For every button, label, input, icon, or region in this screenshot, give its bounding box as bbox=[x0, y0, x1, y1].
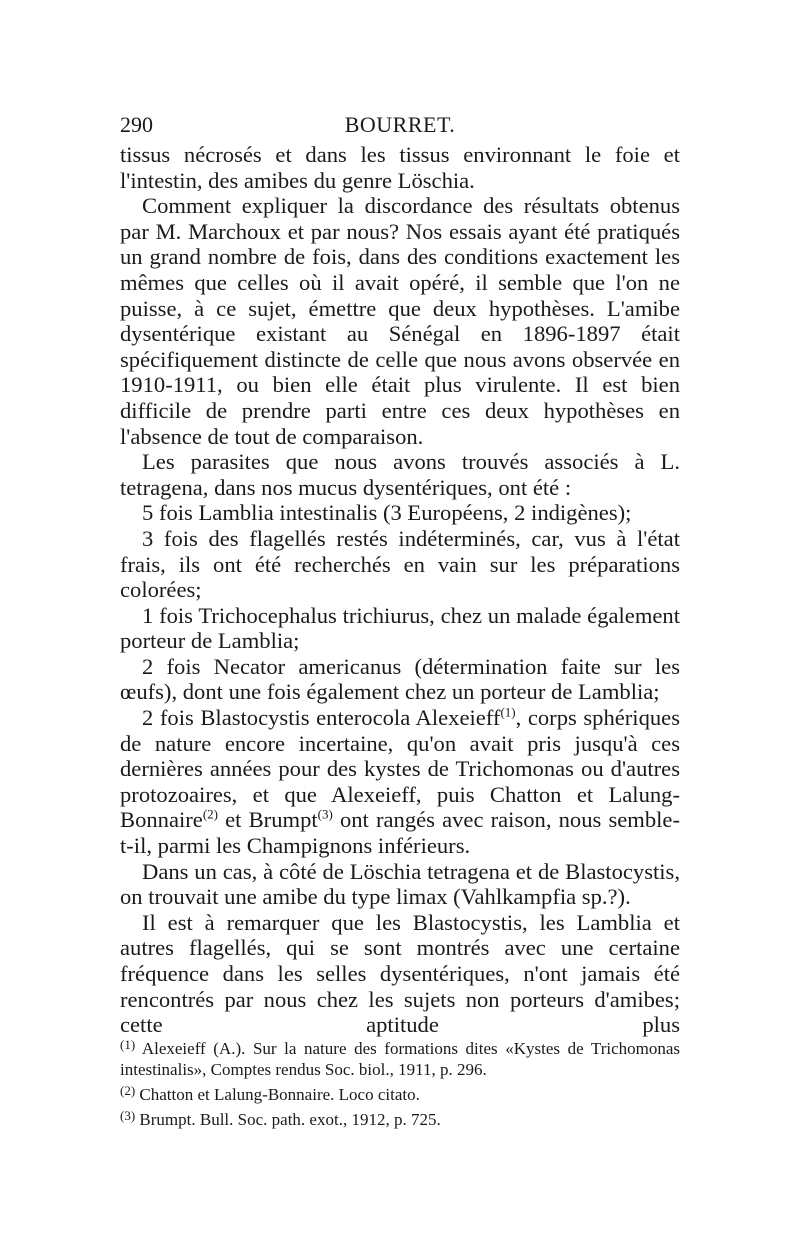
footnote-mark: (1) bbox=[120, 1037, 136, 1052]
footnote-ref: (2) bbox=[202, 806, 218, 822]
paragraph: Comment expliquer la discordance des résultats obtenus par M. Marchoux et par nous? Nos essais ayant été pratiqués un grand nombre de fois, dans des conditions exactement les mêmes que celles où il avait opéré, il semble que l'on ne puisse, à ce sujet, émettre que deux hypothèses. L'amibe dysentérique existant au Sénégal en 1896-1897 était spécifiquement distincte de celle que nous avons observée en 1910-1911, ou bien elle était plus virulente. Il est bien difficile de prendre parti entre ces deux hypothèses en l'absence de tout de comparaison. bbox=[120, 193, 680, 449]
footnote-ref: (1) bbox=[500, 704, 516, 720]
footnote bbox=[120, 1105, 680, 1130]
text-run: 2 fois Blastocystis enterocola Alexeieff bbox=[142, 705, 501, 731]
list-item: 2 fois Necator americanus (détermination faite sur les œufs), dont une fois également chez un porteur de Lamblia; bbox=[120, 653, 680, 705]
running-head: BOURRET. bbox=[344, 112, 456, 137]
paragraph: Il est à remarquer que les Blastocystis, les Lamblia et autres flagellés, qui se sont montrés avec une certaine fréquence dans les selles dysentériques, n'ont jamais été rencontrés par nous chez les sujets non porteurs d'amibes; cette aptitude plus bbox=[120, 909, 680, 1038]
paragraph: Dans un cas, à côté de Löschia tetragena et de Blastocystis, on trouvait une amibe du type limax (Vahlkampfia sp.?). bbox=[120, 858, 680, 910]
footnote-mark: (2) bbox=[120, 1083, 136, 1098]
footnote-text: Chatton et Lalung-Bonnaire. Loco citato. bbox=[139, 1085, 420, 1104]
footnote-mark: (3) bbox=[120, 1108, 136, 1123]
footnotes bbox=[120, 1034, 680, 1130]
paragraph: Les parasites que nous avons trouvés associés à L. tetragena, dans nos mucus dysentériques, ont été : bbox=[120, 449, 680, 500]
list-item: 1 fois Trichocephalus trichiurus, chez un malade également porteur de Lamblia; bbox=[120, 602, 680, 654]
text-run: et Brumpt bbox=[218, 807, 318, 833]
text-run: , corps sphériques de nature encore incertaine, qu'on avait pris jusqu'à ces dernières années pour des kystes de Trichomonas ou d'autres protozoaires, et que Alexeieff, puis Chatton et Lalung-Bonnaire bbox=[120, 705, 681, 833]
list-item: 3 fois des flagellés restés indéterminés, car, vus à l'état frais, ils ont été recherchés en vain sur les préparations colorées; bbox=[120, 525, 680, 603]
list-item: 5 fois Lamblia intestinalis (3 Européens, 2 indigènes); bbox=[142, 500, 632, 526]
list-item bbox=[120, 705, 680, 859]
footnote-ref: (3) bbox=[317, 806, 333, 822]
body-text bbox=[120, 142, 680, 1038]
text-run: ont rangés avec raison, nous semble-t-il, parmi les Champignons inférieurs. bbox=[120, 807, 680, 859]
footnote bbox=[120, 1080, 680, 1105]
footnote-text: Alexeieff (A.). Sur la nature des formations dites «Kystes de Trichomonas intestinalis», Comptes rendus Soc. biol., 1911, p. 296. bbox=[120, 1039, 681, 1079]
page-number: 290 bbox=[120, 112, 153, 137]
footnote bbox=[120, 1034, 680, 1080]
page-header bbox=[120, 112, 680, 142]
footnote-text: Brumpt. Bull. Soc. path. exot., 1912, p. 725. bbox=[139, 1110, 441, 1129]
paragraph: tissus nécrosés et dans les tissus environnant le foie et l'intestin, des amibes du genre Löschia. bbox=[120, 142, 680, 193]
